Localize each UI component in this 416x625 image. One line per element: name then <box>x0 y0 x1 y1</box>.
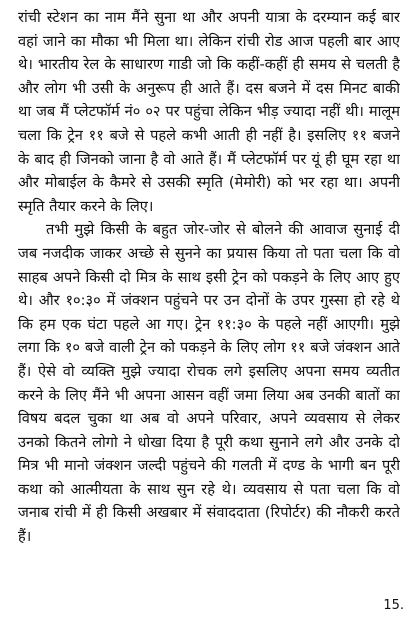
document-page <box>18 6 400 596</box>
paragraph-2: तभी मुझे किसी के बहुत जोर-जोर से बोलने की आवाज सुनाई दी जब नजदीक जाकर अच्छे से सुनने का प्रयास किया तो पता चला कि वो साहब अपने किसी दो मित्र के साथ इसी ट्रेन को पकड़ने के लिए आए हुए थे। और १०:३० में जंक्शन पहुंचने पर उन दोनों के उपर गुस्सा हो रहे थे कि हम एक घंटा पहले आ गए। ट्रेन ११:३० के पहले नहीं आएगी। मुझे लगा कि १० बजे वाली ट्रेन को पकड़ने के लिए लोग ११ बजे जंक्शन आते हैं। ऐसे वो व्यक्ति मुझे ज्यादा रोचक लगे इसलिए अपना समय व्यतीत करने के लिए मैंने भी अपना आसन वहीं जमा लिया अब उनकी बातों का विषय बदल चुका था अब वो अपने परिवार, अपने व्यवसाय से लेकर उनको कितने लोगो ने धोखा दिया है पूरी कथा सुनाने लगे और उनके दो मित्र भी मानो जंक्शन जल्दी पहुंचने की गलती में दण्ड के भागी बन पूरी कथा को आत्मीयता के साथ सुन रहे थे। व्यवसाय से पता चला कि वो जनाब रांची में ही किसी अखबार में संवाददाता (रिपोर्टर) की नौकरी करते हैं। <box>18 221 400 546</box>
page-number: 15. <box>383 598 404 613</box>
paragraph-1: रांची स्टेशन का नाम मैंने सुना था और अपनी यात्रा के दरम्यान कई बार वहां जाने का मौका भी मिला था। लेकिन रांची रोड आज पहली बार आए थे। भारतीय रेल के साधारण गाडी जो कि कहीं-कहीं ही समय से चलती है और लोग भी उसी के अनुरूप ही आते हैं। दस बजने में दस मिनट बाकी था जब मैं प्लेटफॉर्म नं० ०२ पर पहुंचा लेकिन भीड़ ज्यादा नहीं थी। मालूम चला कि ट्रेन ११ बजे से पहले कभी आती ही नहीं है। इसलिए ११ बजने के बाद ही जिनको जाना है वो आते हैं। मैं प्लेटफॉर्म पर यूं ही घूम रहा था और मोबाईल के कैमरे से उसकी स्मृति (मेमोरी) को भर रहा था। अपनी स्मृति तैयार करने के लिए। <box>18 9 400 215</box>
